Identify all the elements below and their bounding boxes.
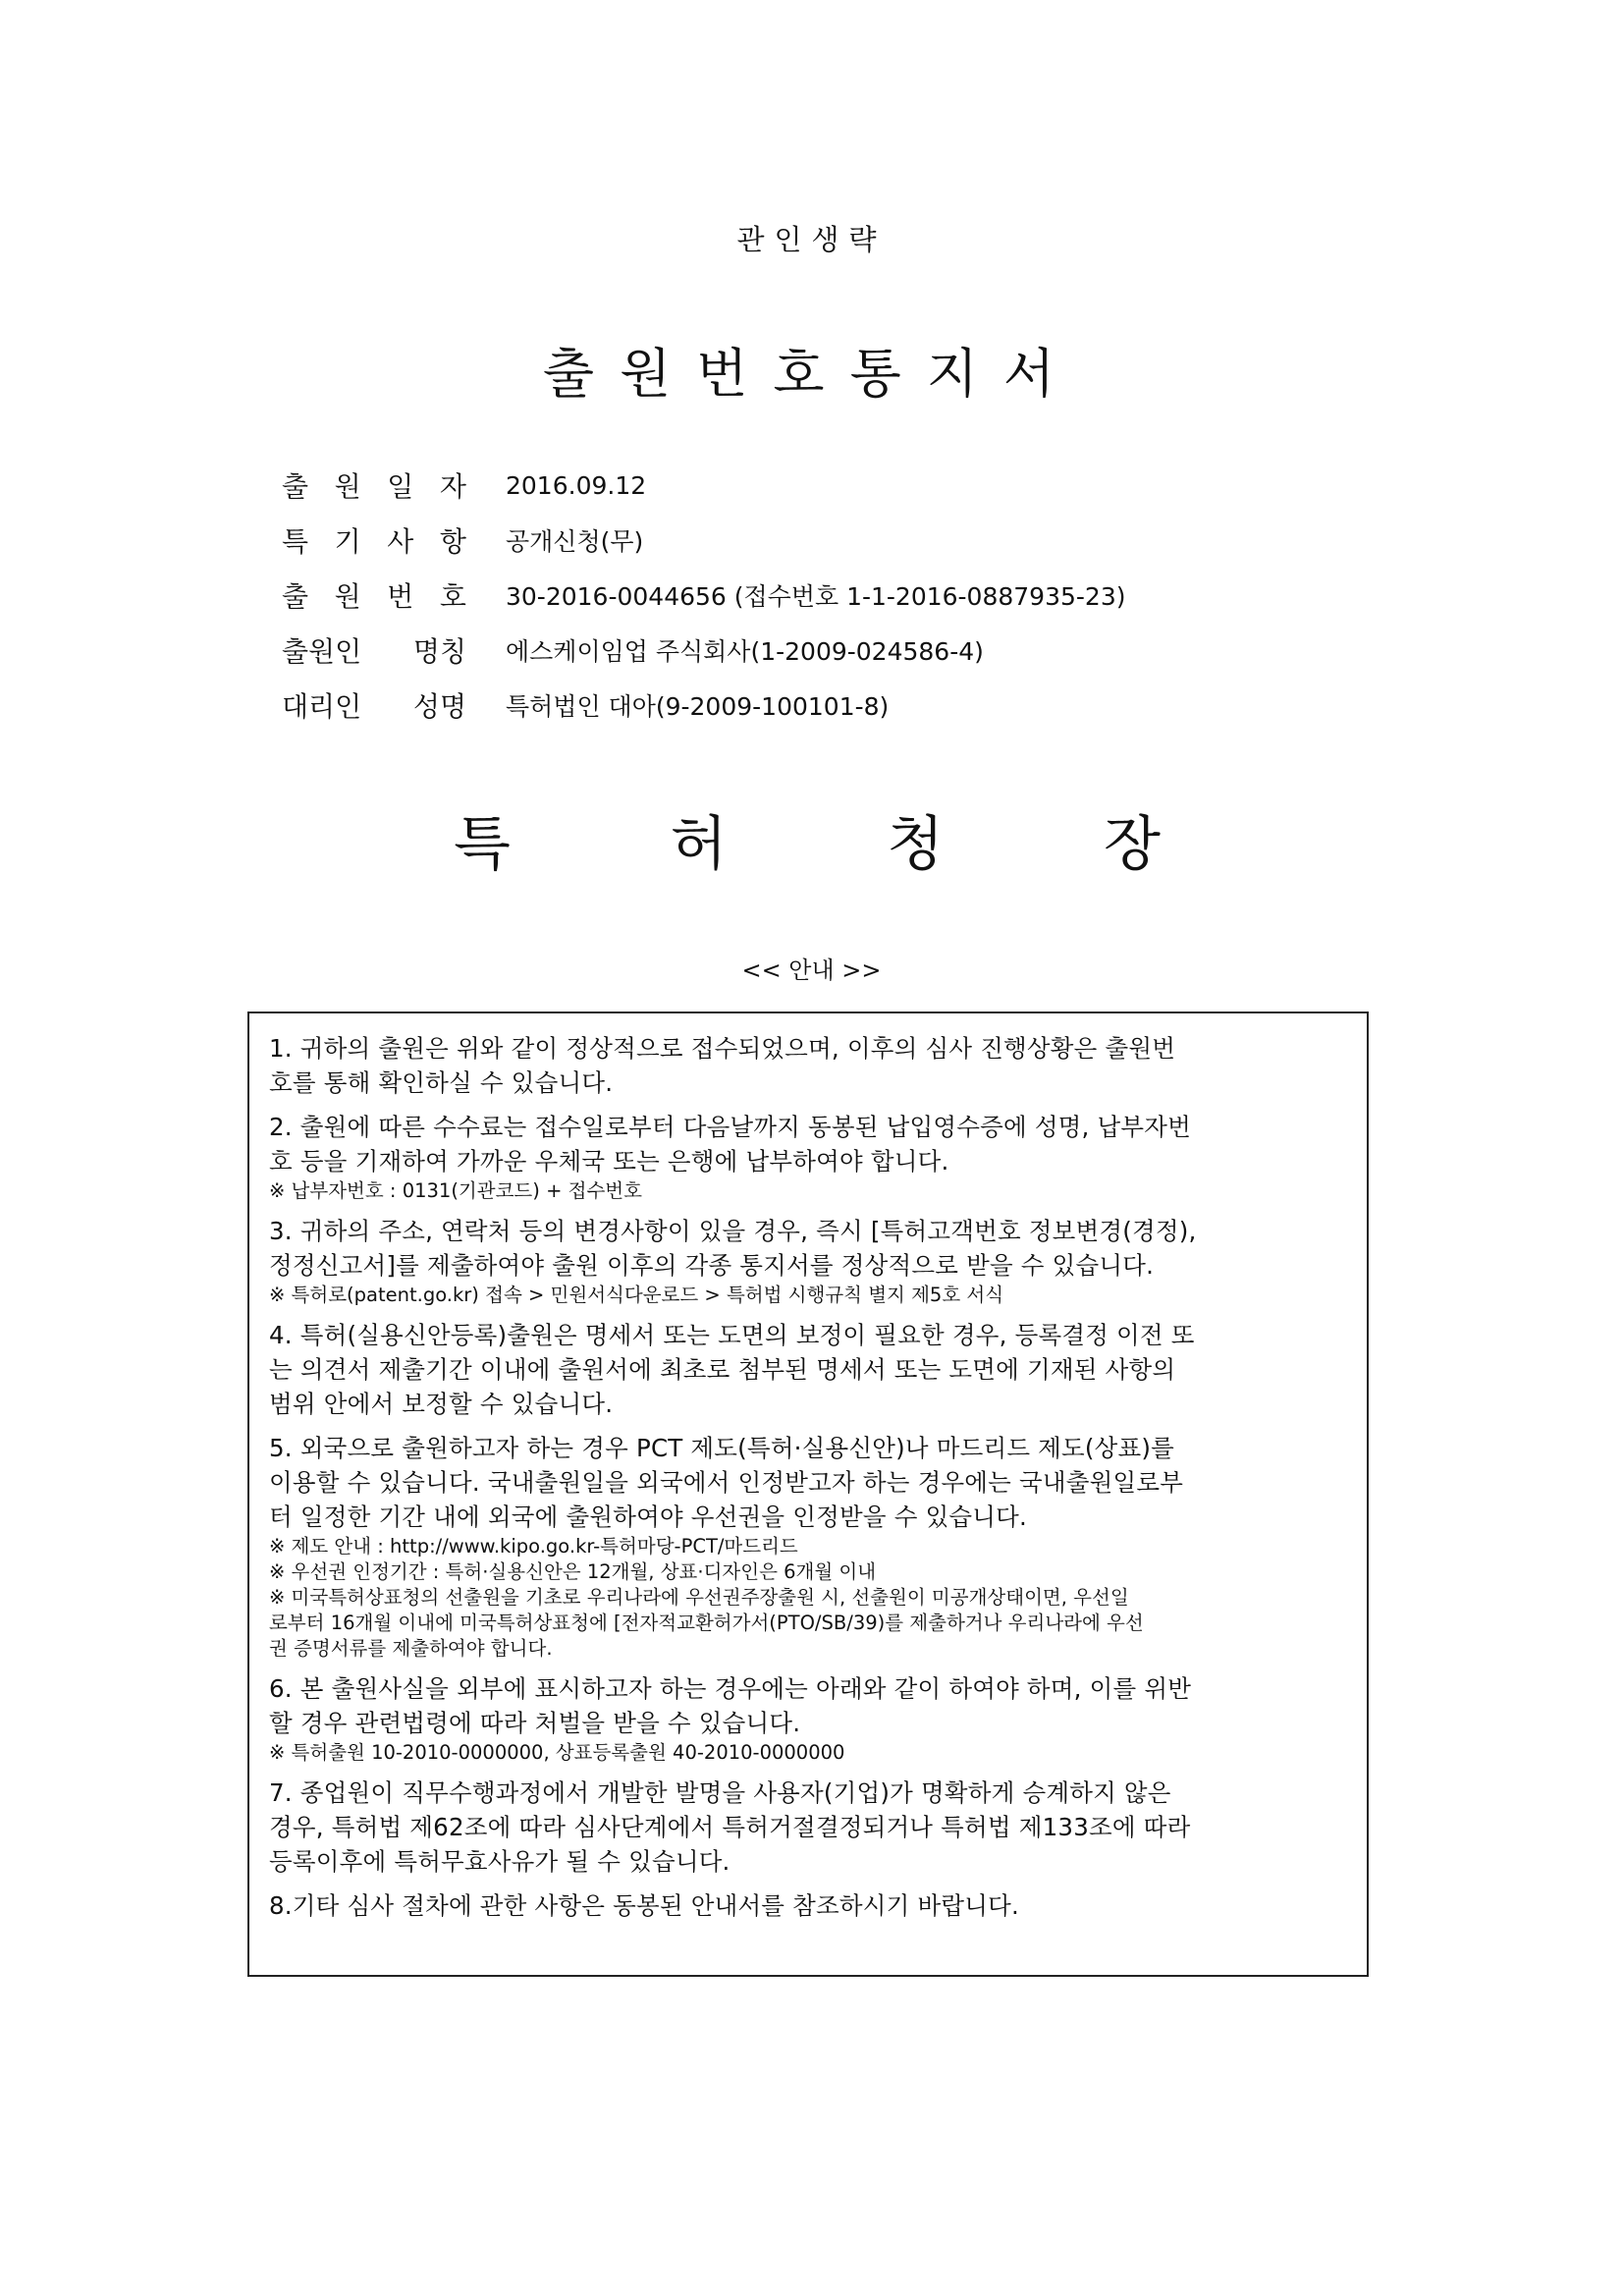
- guide-item: 3. 귀하의 주소, 연락처 등의 변경사항이 있을 경우, 즉시 [특허고객번호 정보변경(경정), 정정신고서]를 제출하여야 출원 이후의 각종 통지서를 정상적으로 받을 수 있습니다. ※ 특허로(patent.go.kr) 접속 > 민원서식다운로드 > 특허법 시행규칙 별지 제5호 서식: [269, 1214, 1349, 1308]
- info-label: 대리인 성명: [282, 690, 466, 723]
- guide-note: 권 증명서류를 제출하여야 합니다.: [269, 1637, 553, 1660]
- document-title: 출원번호통지서: [542, 343, 1081, 405]
- guide-note: ※ 특허로(patent.go.kr) 접속 > 민원서식다운로드 > 특허법 시행규칙 별지 제5호 서식: [269, 1284, 1004, 1306]
- guide-item: 1. 귀하의 출원은 위와 같이 정상적으로 접수되었으며, 이후의 심사 진행상황은 출원번 호를 통해 확인하실 수 있습니다.: [269, 1034, 1176, 1097]
- info-row-agent-name: [282, 678, 1460, 733]
- info-label: 특 기 사 항: [282, 525, 466, 558]
- guide-note: ※ 특허출원 10-2010-0000000, 상표등록출원 40-2010-0000000: [269, 1741, 845, 1764]
- guide-note: ※ 우선권 인정기간 : 특허·실용신안은 12개월, 상표·디자인은 6개월 이내: [269, 1560, 877, 1583]
- guide-item: 2. 출원에 따른 수수료는 접수일로부터 다음날까지 동봉된 납입영수증에 성명, 납부자번 호 등을 기재하여 가까운 우체국 또는 은행에 납부하여야 합니다. ※ 납부자번호 : 0131(기관코드) + 접수번호: [269, 1110, 1349, 1204]
- info-value: 공개신청(무): [506, 527, 644, 556]
- info-value: 2016.09.12: [506, 470, 647, 500]
- info-label: 출 원 일 자: [282, 470, 466, 503]
- guide-note: ※ 제도 안내 : http://www.kipo.go.kr-특허마당-PCT/마드리드: [269, 1535, 798, 1558]
- info-value: 에스케이임업 주식회사(1-2009-024586-4): [506, 637, 984, 666]
- guide-note: ※ 미국특허상표청의 선출원을 기초로 우리나라에 우선권주장출원 시, 선출원이 미공개상태이면, 우선일: [269, 1586, 1129, 1609]
- guide-note: 로부터 16개월 이내에 미국특허상표청에 [전자적교환허가서(PTO/SB/39)를 제출하거나 우리나라에 우선: [269, 1612, 1144, 1634]
- info-value: 30-2016-0044656 (접수번호 1-1-2016-0887935-23): [506, 582, 1126, 611]
- info-label: 출원인 명칭: [282, 635, 466, 668]
- guide-box: [247, 1011, 1369, 1977]
- info-row-applicant-name: [282, 623, 1460, 678]
- info-row-special-notes: [282, 513, 1460, 568]
- info-label: 출 원 번 호: [282, 580, 466, 613]
- seal-omitted-note: 관인생략: [736, 223, 887, 256]
- info-value: 특허법인 대아(9-2009-100101-8): [506, 692, 890, 721]
- guide-item: 6. 본 출원사실을 외부에 표시하고자 하는 경우에는 아래와 같이 하여야 하며, 이를 위반 할 경우 관련법령에 따라 처벌을 받을 수 있습니다. ※ 특허출원 10-2010-0000000, 상표등록출원 40-2010-0000000: [269, 1671, 1349, 1766]
- info-row-application-date: [282, 458, 1460, 513]
- guide-item: 7. 종업원이 직무수행과정에서 개발한 발명을 사용자(기업)가 명확하게 승계하지 않은 경우, 특허법 제62조에 따라 심사단계에서 특허거절결정되거나 특허법 제133조에 따라 등록이후에 특허무효사유가 될 수 있습니다.: [269, 1778, 1191, 1876]
- guide-item: 5. 외국으로 출원하고자 하는 경우 PCT 제도(특허·실용신안)나 마드리드 제도(상표)를 이용할 수 있습니다. 국내출원일을 외국에서 인정받고자 하는 경우에는 국내출원일로부 터 일정한 기간 내에 외국에 출원하여야 우선권을 인정받을 수 있습니다. ※ 제도 안내 : http://www.kipo.go.kr-특허마당-PCT/마드리드 ※ 우선권 인정기간 : 특허·실용신안은 12개월, 상표·디자인은 6개월 이내 ※ 미국특허상표청의 선출원을 기초로 우리나라에 우선권주장출원 시, 선출원이 미공개상태이면, 우선일 로부터 16개월 이내에 미국특허상표청에 [전자적교환허가서(PTO/SB/39)를 제출하거나 우리나라에 우선 권 증명서류를 제출하여야 합니다.: [269, 1431, 1349, 1662]
- guide-title: << 안내 >>: [741, 957, 882, 984]
- guide-item: 4. 특허(실용신안등록)출원은 명세서 또는 도면의 보정이 필요한 경우, 등록결정 이전 또 는 의견서 제출기간 이내에 출원서에 최초로 첨부된 명세서 또는 도면에 기재된 사항의 범위 안에서 보정할 수 있습니다.: [269, 1321, 1195, 1418]
- guide-item: 8.기타 심사 절차에 관한 사항은 동봉된 안내서를 참조하시기 바랍니다.: [269, 1891, 1019, 1920]
- issuer-signature: 특 허 청 장: [454, 810, 1161, 879]
- guide-note: ※ 납부자번호 : 0131(기관코드) + 접수번호: [269, 1179, 642, 1202]
- info-row-application-number: [282, 568, 1460, 623]
- application-info: [282, 458, 1460, 733]
